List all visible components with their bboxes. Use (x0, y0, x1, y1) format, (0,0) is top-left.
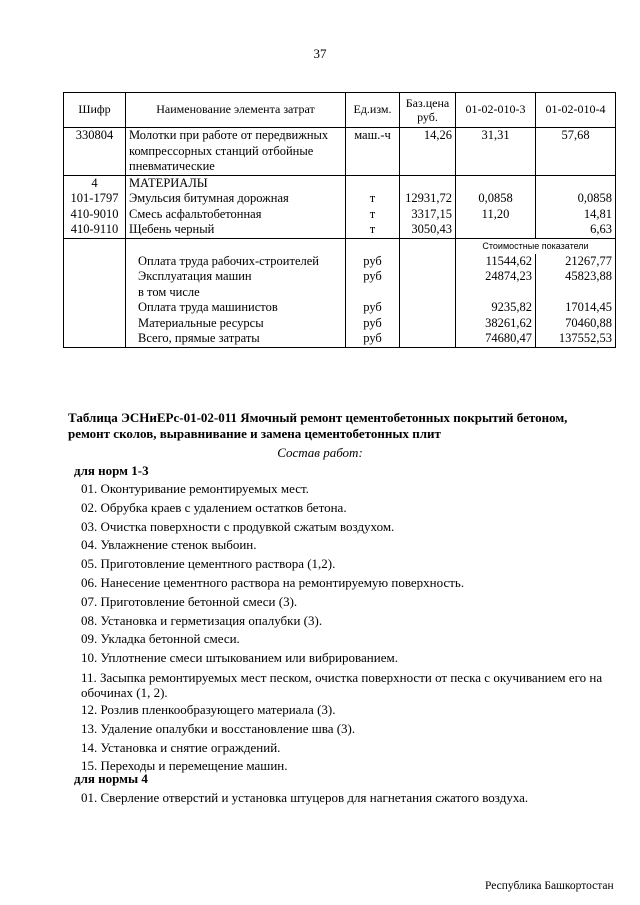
table-row-section (64, 175, 616, 191)
summary-unit: руб (346, 269, 400, 285)
table-row (64, 222, 616, 238)
norms-1-3-list (81, 480, 611, 776)
list-item: 15. Переходы и перемещение машин. (81, 758, 288, 774)
header-col1: 01-02-010-3 (456, 93, 536, 128)
summary-v1: 74680,47 (456, 331, 536, 347)
cell-price: 14,26 (400, 128, 456, 176)
header-col2: 01-02-010-4 (536, 93, 616, 128)
summary-name: Материальные ресурсы (126, 316, 346, 332)
cell-unit: т (346, 222, 400, 238)
summary-v1: 9235,82 (456, 300, 536, 316)
cell-price (400, 175, 456, 191)
norm-4-list (81, 789, 611, 808)
cost-table (63, 92, 616, 348)
cell-unit: т (346, 191, 400, 207)
header-unit: Ед.изм. (346, 93, 400, 128)
cell-code: 330804 (64, 128, 126, 176)
header-name: Наименование элемента затрат (126, 93, 346, 128)
cell-code: 4 (64, 175, 126, 191)
summary-name: Оплата труда рабочих-строителей (126, 254, 346, 270)
summary-v1: 11544,62 (456, 254, 536, 270)
summary-v1: 24874,23 (456, 269, 536, 285)
cell-v2: 6,63 (536, 222, 616, 238)
list-item: 07. Приготовление бетонной смеси (3). (81, 593, 298, 609)
norm-4-heading: для нормы 4 (74, 771, 148, 786)
cell-v2: 0,0858 (536, 191, 616, 207)
header-code: Шифр (64, 93, 126, 128)
footer-region: Республика Башкортостан (485, 880, 614, 892)
summary-unit: руб (346, 254, 400, 270)
summary-unit: руб (346, 300, 400, 316)
cell-name: Смесь асфальтобетонная (126, 207, 346, 223)
cell-code: 410-9010 (64, 207, 126, 223)
summary-row (64, 269, 616, 285)
cell-price: 12931,72 (400, 191, 456, 207)
summary-name: Эксплуатация машин (126, 269, 346, 285)
cell-v1 (456, 222, 536, 238)
table-row (64, 128, 616, 176)
table-row (64, 191, 616, 207)
summary-row (64, 300, 616, 316)
list-item: 01. Сверление отверстий и установка штуцеров для нагнетания сжатого воздуха. (81, 790, 529, 805)
list-item: 14. Установка и снятие ограждений. (81, 739, 281, 755)
table-caption: Таблица ЭСНиЕРс-01-02-011 Ямочный ремонт цементобетонных покрытий бетоном, ремонт сколов, выравнивание и замена цементобетонных плит (68, 410, 568, 441)
cell-v2: 14,81 (536, 207, 616, 223)
summary-row (64, 285, 616, 301)
list-item: 03. Очистка поверхности с продувкой сжатым воздухом. (81, 518, 395, 534)
cell-name: Эмульсия битумная дорожная (126, 191, 346, 207)
summary-v2: 17014,45 (536, 300, 616, 316)
summary-name: Оплата труда машинистов (126, 300, 346, 316)
summary-unit: руб (346, 316, 400, 332)
list-item: 01. Оконтуривание ремонтируемых мест. (81, 481, 309, 496)
summary-unit: руб (346, 331, 400, 347)
summary-row (64, 254, 616, 270)
header-price (400, 93, 456, 128)
table-header-row (64, 93, 616, 128)
cell-v1 (456, 175, 536, 191)
list-item: 08. Установка и герметизация опалубки (3). (81, 612, 323, 628)
cell-unit: маш.-ч (346, 128, 400, 176)
list-item: 04. Увлажнение стенок выбоин. (81, 537, 257, 553)
cell-v2: 57,68 (536, 128, 616, 176)
list-item: 11. Засыпка ремонтируемых мест песком, очистка поверхности от песка с окучиванием его на обочинах (1, 2). (81, 669, 603, 700)
summary-v2: 70460,88 (536, 316, 616, 332)
cell-v1: 11,20 (456, 207, 536, 223)
list-item: 05. Приготовление цементного раствора (1,2). (81, 556, 336, 572)
work-composition-title: Состав работ: (277, 445, 363, 460)
cost-label-row (64, 238, 616, 254)
cell-code: 101-1797 (64, 191, 126, 207)
cell-name: Молотки при работе от передвижных компрессорных станций отбойные пневматические (126, 128, 346, 176)
header-price-line2: руб. (417, 110, 438, 124)
header-price-line1: Баз.цена (405, 96, 450, 110)
summary-row-total (64, 331, 616, 347)
norms-1-3-heading: для норм 1-3 (74, 463, 149, 478)
cell-unit: т (346, 207, 400, 223)
summary-v2: 137552,53 (536, 331, 616, 347)
cell-code: 410-9110 (64, 222, 126, 238)
cell-v1: 31,31 (456, 128, 536, 176)
list-item: 02. Обрубка краев с удалением остатков бетона. (81, 499, 347, 515)
summary-v2: 45823,88 (536, 269, 616, 285)
cell-unit (346, 175, 400, 191)
list-item: 10. Уплотнение смеси штыкованием или вибрированием. (81, 650, 398, 666)
summary-name: Всего, прямые затраты (126, 331, 346, 347)
cell-name: МАТЕРИАЛЫ (126, 175, 346, 191)
cell-name: Щебень черный (126, 222, 346, 238)
cell-v2 (536, 175, 616, 191)
summary-name: в том числе (126, 285, 346, 301)
cell-price: 3050,43 (400, 222, 456, 238)
summary-row (64, 316, 616, 332)
list-item: 09. Укладка бетонной смеси. (81, 631, 240, 647)
summary-v2: 21267,77 (536, 254, 616, 270)
page-number: 37 (313, 46, 327, 61)
list-item: 06. Нанесение цементного раствора на ремонтируемую поверхность. (81, 574, 465, 590)
table-row (64, 207, 616, 223)
cost-indicators-label: Стоимостные показатели (456, 238, 616, 254)
cell-price: 3317,15 (400, 207, 456, 223)
summary-v1: 38261,62 (456, 316, 536, 332)
cell-v1: 0,0858 (456, 191, 536, 207)
list-item: 13. Удаление опалубки и восстановление шва (3). (81, 720, 356, 736)
list-item: 12. Розлив пленкообразующего материала (3). (81, 701, 336, 717)
